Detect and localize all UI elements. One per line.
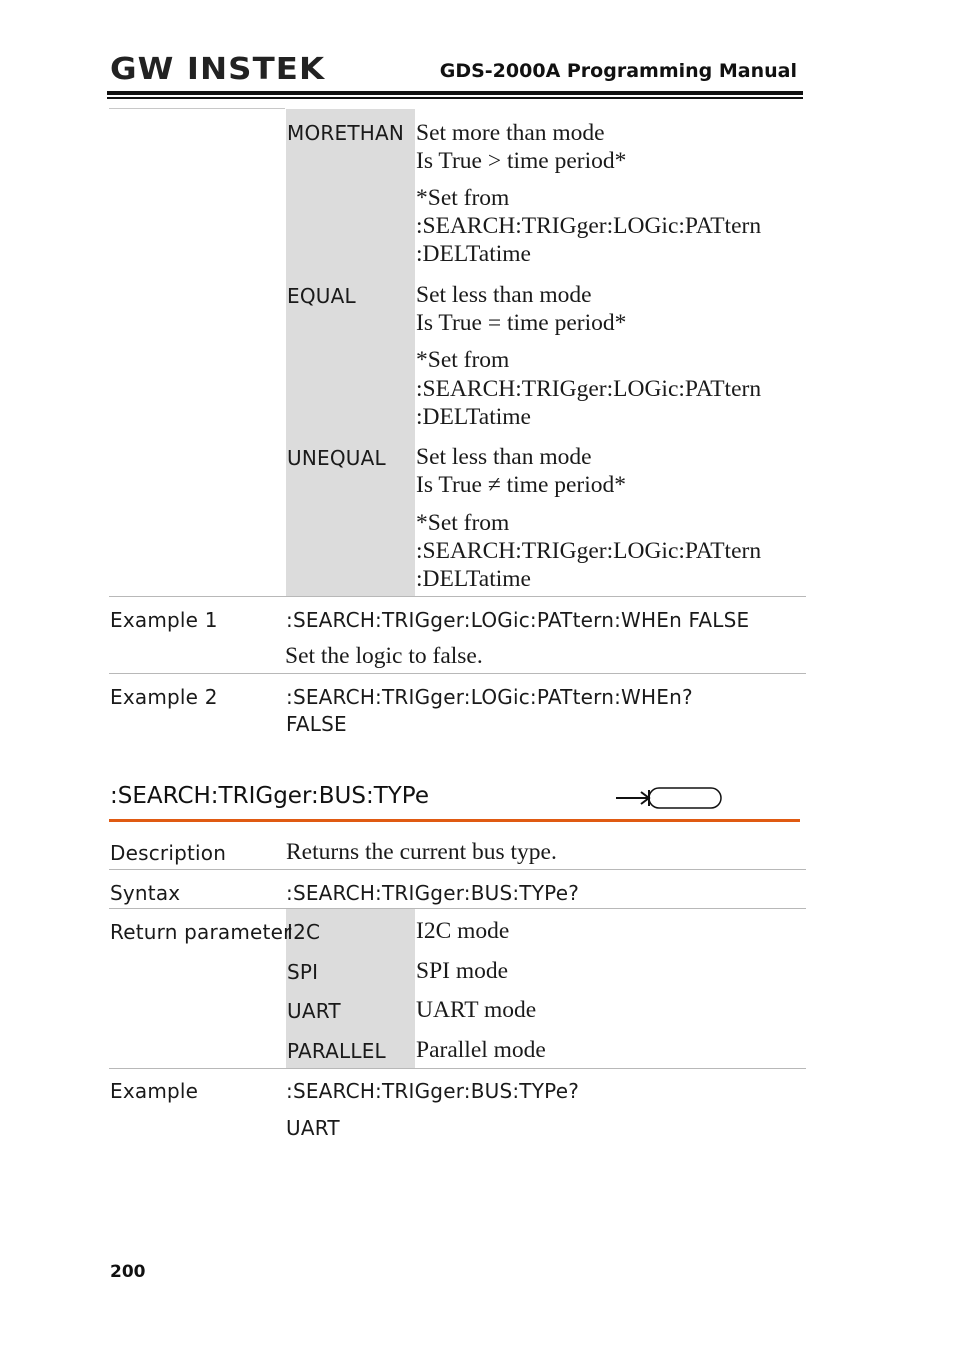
param-note: *Set from xyxy=(416,185,510,211)
param-note: :DELTatime xyxy=(416,241,531,267)
row-divider xyxy=(109,908,806,909)
return-key: UART xyxy=(287,999,341,1023)
header-rule xyxy=(107,91,803,95)
param-key: MORETHAN xyxy=(287,121,405,145)
param-desc: Set more than mode xyxy=(416,120,605,146)
table-top-rule xyxy=(109,108,285,109)
example2-command: :SEARCH:TRIGger:LOGic:PATtern:WHEn? xyxy=(286,685,693,709)
param-desc: Set less than mode xyxy=(416,282,592,308)
example2-response: FALSE xyxy=(286,712,347,736)
syntax-text: :SEARCH:TRIGger:BUS:TYPe? xyxy=(286,881,580,905)
row-divider xyxy=(109,1068,806,1069)
row-divider xyxy=(109,596,806,597)
example1-label: Example 1 xyxy=(110,608,218,632)
brand-logo: GW INSTEK xyxy=(110,52,326,87)
row-divider xyxy=(109,869,806,870)
return-key: SPI xyxy=(287,960,319,984)
param-note: :DELTatime xyxy=(416,566,531,592)
example1-explanation: Set the logic to false. xyxy=(285,643,483,669)
param-key: UNEQUAL xyxy=(287,446,386,470)
header-rule-thin xyxy=(107,97,803,99)
param-desc: Is True ≠ time period* xyxy=(416,472,627,498)
page-number: 200 xyxy=(110,1262,146,1282)
param-note: :DELTatime xyxy=(416,404,531,430)
param-key-column xyxy=(286,109,415,596)
description-label: Description xyxy=(110,841,227,865)
section-title: :SEARCH:TRIGger:BUS:TYPe xyxy=(110,783,430,809)
row-divider xyxy=(109,673,806,674)
example2-label: Example 2 xyxy=(110,685,218,709)
param-note: :SEARCH:TRIGger:LOGic:PATtern xyxy=(416,376,762,402)
example-command: :SEARCH:TRIGger:BUS:TYPe? xyxy=(286,1079,580,1103)
param-note: :SEARCH:TRIGger:LOGic:PATtern xyxy=(416,213,762,239)
return-desc: SPI mode xyxy=(416,958,509,984)
param-desc: Set less than mode xyxy=(416,444,592,470)
section-rule xyxy=(109,819,800,822)
example1-command: :SEARCH:TRIGger:LOGic:PATtern:WHEn FALSE xyxy=(286,608,750,632)
query-icon xyxy=(615,786,723,810)
return-desc: I2C mode xyxy=(416,918,510,944)
param-note: *Set from xyxy=(416,510,510,536)
param-key: EQUAL xyxy=(287,284,356,308)
return-desc: UART mode xyxy=(416,997,537,1023)
param-desc: Is True = time period* xyxy=(416,310,627,336)
return-key: I2C xyxy=(287,920,321,944)
return-key: PARALLEL xyxy=(287,1039,386,1063)
example-response: UART xyxy=(286,1116,340,1140)
param-desc: Is True > time period* xyxy=(416,148,627,174)
param-note: :SEARCH:TRIGger:LOGic:PATtern xyxy=(416,538,762,564)
return-desc: Parallel mode xyxy=(416,1037,546,1063)
return-label: Return parameter xyxy=(110,920,292,944)
example-label: Example xyxy=(110,1079,199,1103)
syntax-label: Syntax xyxy=(110,881,181,905)
param-note: *Set from xyxy=(416,347,510,373)
manual-title: GDS-2000A Programming Manual xyxy=(439,60,797,82)
description-text: Returns the current bus type. xyxy=(286,839,557,865)
